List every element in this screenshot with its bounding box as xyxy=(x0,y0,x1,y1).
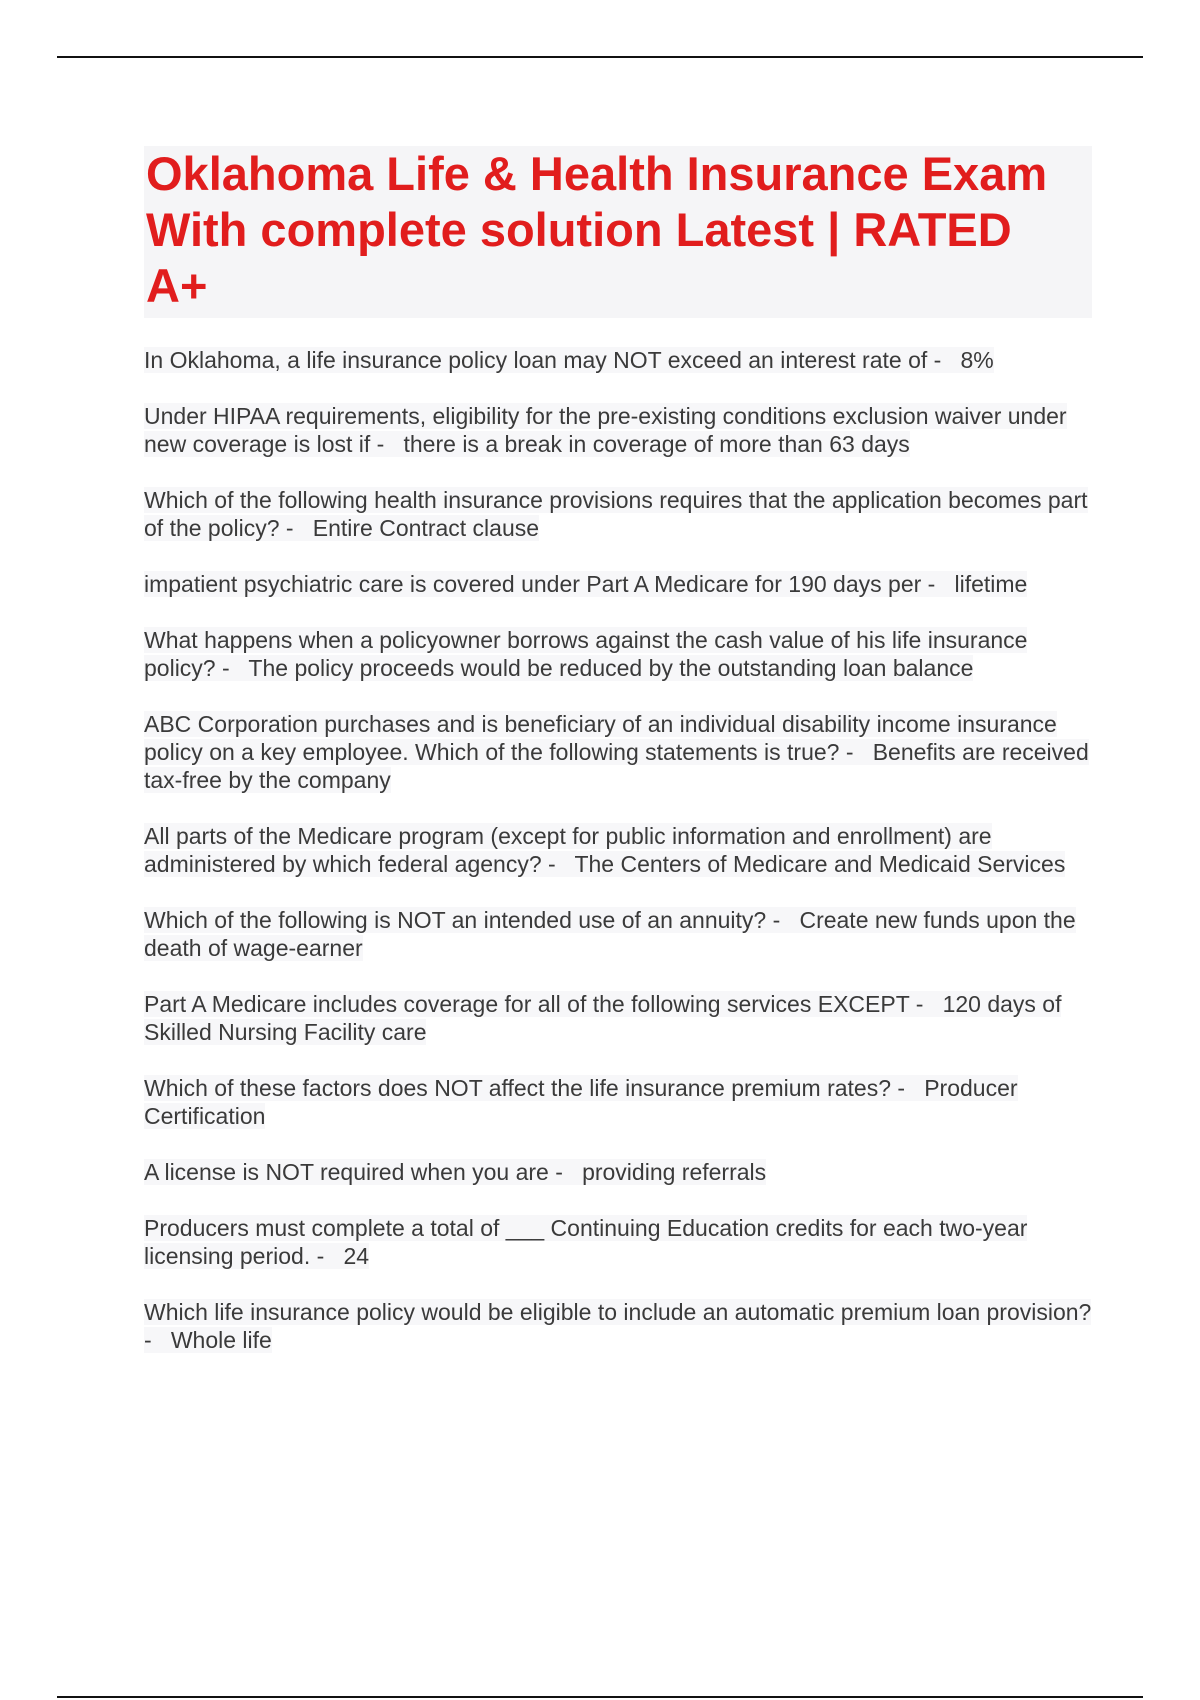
answer-text: 24 xyxy=(343,1243,370,1269)
qa-list xyxy=(144,346,1092,1354)
answer-text: there is a break in coverage of more than 63 days xyxy=(403,431,910,457)
qa-item xyxy=(144,906,1092,962)
qa-item xyxy=(144,486,1092,542)
answer-text: Benefits are received tax-free by the company xyxy=(144,739,1089,793)
question-text: What happens when a policyowner borrows against the cash value of his life insurance policy? - xyxy=(144,627,1028,681)
qa-item xyxy=(144,626,1092,682)
question-text: Which life insurance policy would be eligible to include an automatic premium loan provision? - xyxy=(144,1299,1092,1353)
qa-item xyxy=(144,1214,1092,1270)
answer-text: 8% xyxy=(960,347,994,373)
question-text: In Oklahoma, a life insurance policy loan may NOT exceed an interest rate of - xyxy=(144,347,942,373)
qa-item xyxy=(144,822,1092,878)
question-text: A license is NOT required when you are - xyxy=(144,1159,563,1185)
question-text: Producers must complete a total of ___ Continuing Education credits for each two-year licensing period. - xyxy=(144,1215,1028,1269)
qa-item xyxy=(144,1298,1092,1354)
qa-item xyxy=(144,1074,1092,1130)
qa-item xyxy=(144,346,1092,374)
answer-text: Whole life xyxy=(170,1327,272,1353)
top-divider xyxy=(57,56,1143,58)
answer-text: Entire Contract clause xyxy=(312,515,540,541)
answer-text: The Centers of Medicare and Medicaid Services xyxy=(574,851,1066,877)
qa-item xyxy=(144,1158,1092,1186)
qa-item xyxy=(144,990,1092,1046)
bottom-divider xyxy=(57,1696,1143,1698)
question-text: impatient psychiatric care is covered under Part A Medicare for 190 days per - xyxy=(144,571,936,597)
qa-item xyxy=(144,710,1092,794)
answer-text: Create new funds upon the death of wage-earner xyxy=(144,907,1076,961)
qa-item xyxy=(144,402,1092,458)
question-text: ABC Corporation purchases and is beneficiary of an individual disability income insurance policy on a key employee. Which of the following statements is true? - xyxy=(144,711,1057,765)
answer-text: providing referrals xyxy=(582,1159,767,1185)
question-text: Which of the following is NOT an intended use of an annuity? - xyxy=(144,907,781,933)
question-text: Which of these factors does NOT affect the life insurance premium rates? - xyxy=(144,1075,906,1101)
qa-item xyxy=(144,570,1092,598)
document-body xyxy=(144,146,1092,1382)
answer-text: lifetime xyxy=(954,571,1028,597)
question-text: All parts of the Medicare program (except for public information and enrollment) are administered by which federal agency? - xyxy=(144,823,992,877)
answer-text: The policy proceeds would be reduced by the outstanding loan balance xyxy=(248,655,974,681)
question-text: Under HIPAA requirements, eligibility for the pre-existing conditions exclusion waiver under new coverage is lost if - xyxy=(144,403,1067,457)
answer-text: 120 days of Skilled Nursing Facility care xyxy=(144,991,1062,1045)
question-text: Which of the following health insurance provisions requires that the application becomes part of the policy? - xyxy=(144,487,1088,541)
document-title: Oklahoma Life & Health Insurance Exam With complete solution Latest | RATED A+ xyxy=(146,147,1048,312)
title-block xyxy=(144,146,1092,318)
question-text: Part A Medicare includes coverage for all of the following services EXCEPT - xyxy=(144,991,924,1017)
answer-text: Producer Certification xyxy=(144,1075,1018,1129)
